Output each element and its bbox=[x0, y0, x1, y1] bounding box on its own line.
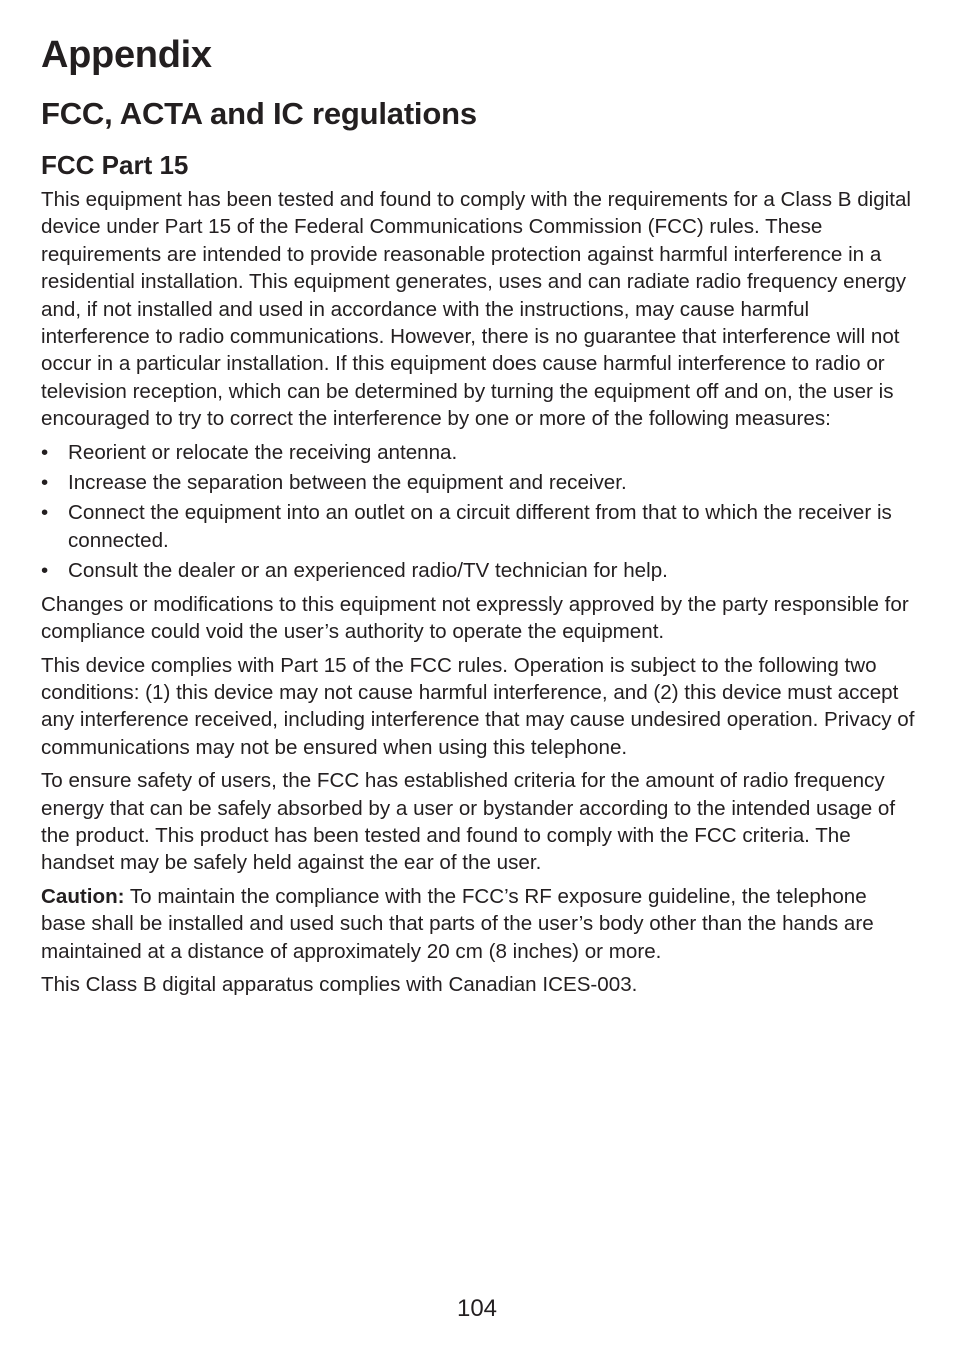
page-title: Appendix bbox=[41, 34, 212, 76]
compliance-paragraph: This device complies with Part 15 of the FCC rules. Operation is subject to the following two conditions: (1) this device may not cause harmful interference, and (2) this device must accept any interference received, including interference that may cause undesired operation. Privacy of communications may not be ensured when using this telephone. bbox=[41, 653, 915, 759]
section-title: FCC, ACTA and IC regulations bbox=[41, 96, 477, 131]
measures-list bbox=[41, 439, 915, 585]
list-item bbox=[41, 499, 915, 554]
ices-paragraph: This Class B digital apparatus complies with Canadian ICES-003. bbox=[41, 972, 638, 996]
bullet-icon: • bbox=[41, 471, 49, 495]
safety-paragraph: To ensure safety of users, the FCC has established criteria for the amount of radio frequency energy that can be safely absorbed by a user or bystander according to the intended usage of the product. This product has been tested and found to comply with the FCC criteria. The handset may be safely held against the ear of the user. bbox=[41, 769, 896, 875]
caution-text: To maintain the compliance with the FCC’s RF exposure guideline, the telephone base shall be installed and used such that parts of the user’s body other than the hands are maintained at a distance of approximately 20 cm (8 inches) or more. bbox=[41, 884, 874, 963]
intro-paragraph: This equipment has been tested and found to comply with the requirements for a Class B digital device under Part 15 of the Federal Communications Commission (FCC) rules. These requirements are intended to provide reasonable protection against harmful interference in a residential installation. This equipment generates, uses and can radiate radio frequency energy and, if not installed and used in accordance with the instructions, may cause harmful interference to radio communications. However, there is no guarantee that interference will not occur in a particular installation. If this equipment does cause harmful interference to radio or television reception, which can be determined by turning the equipment off and on, the user is encouraged to try to correct the interference by one or more of the following measures: bbox=[41, 188, 911, 431]
bullet-icon: • bbox=[41, 440, 49, 464]
caution-label: Caution: bbox=[41, 884, 125, 908]
bullet-icon: • bbox=[41, 559, 49, 583]
list-item-text: Reorient or relocate the receiving antenna. bbox=[68, 440, 458, 464]
subsection-title: FCC Part 15 bbox=[41, 150, 189, 180]
body-text bbox=[41, 186, 915, 1004]
list-item-text: Consult the dealer or an experienced radio/TV technician for help. bbox=[68, 559, 668, 583]
list-item-text: Connect the equipment into an outlet on a circuit different from that to which the receiver is connected. bbox=[68, 501, 892, 552]
list-item bbox=[41, 469, 915, 496]
list-item-text: Increase the separation between the equipment and receiver. bbox=[68, 471, 627, 495]
list-item bbox=[41, 439, 915, 466]
modifications-paragraph: Changes or modifications to this equipment not expressly approved by the party responsible for compliance could void the user’s authority to operate the equipment. bbox=[41, 592, 909, 644]
bullet-icon: • bbox=[41, 501, 49, 525]
caution-paragraph bbox=[41, 883, 915, 965]
page-number: 104 bbox=[456, 1295, 498, 1322]
list-item bbox=[41, 557, 915, 584]
